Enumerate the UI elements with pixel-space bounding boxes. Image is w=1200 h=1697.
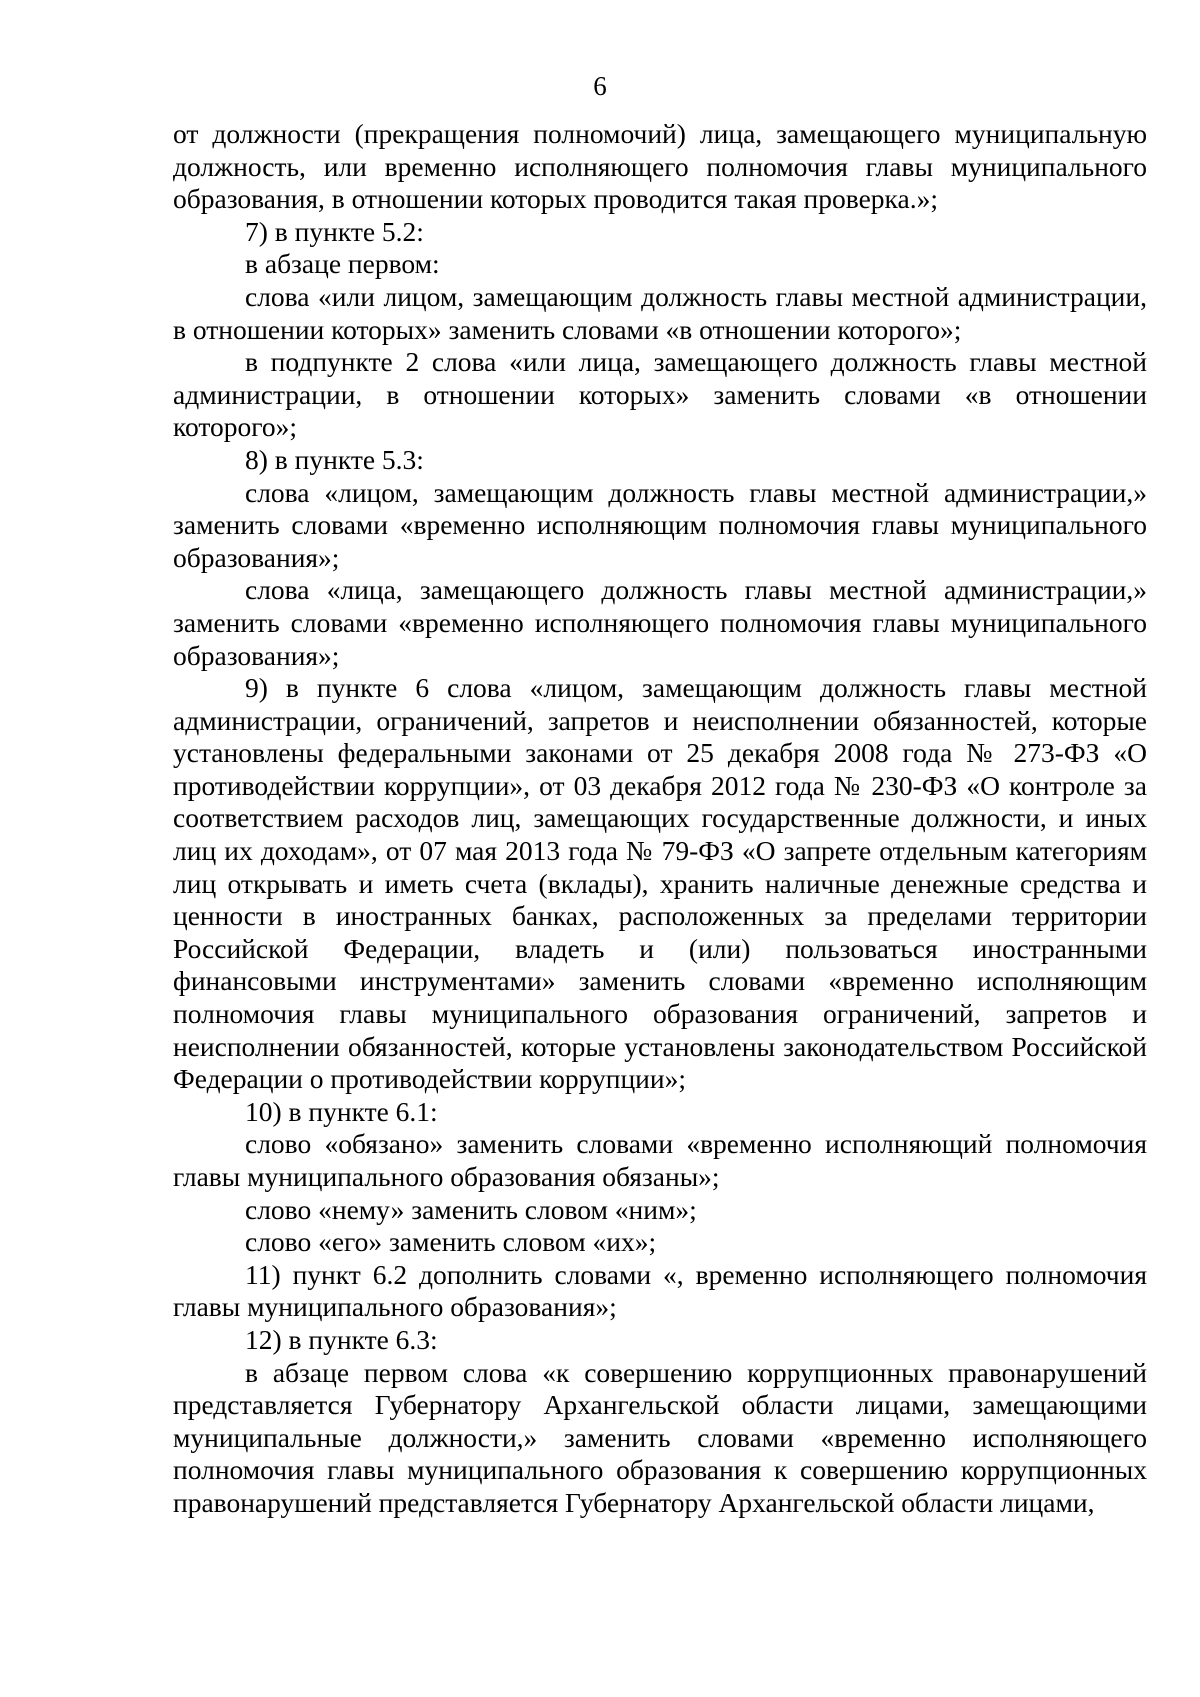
paragraph: 10) в пункте 6.1:: [245, 1095, 438, 1127]
paragraph: слово «нему» заменить словом «ним»;: [245, 1193, 697, 1225]
paragraph: слово «его» заменить словом «их»;: [245, 1226, 657, 1258]
paragraph: 8) в пункте 5.3:: [245, 443, 424, 475]
page-number: 6: [593, 71, 607, 101]
paragraph: 11) пункт 6.2 дополнить словами «, временно исполняющего полномочия главы муниципального образования»;: [173, 1258, 1147, 1323]
paragraph: 12) в пункте 6.3:: [245, 1323, 438, 1355]
paragraph: слово «обязано» заменить словами «временно исполняющий полномочия главы муниципального образования обязаны»;: [173, 1128, 1147, 1192]
paragraph: в подпункте 2 слова «или лица, замещающего должность главы местной администрации, в отношении которых» заменить словами «в отношении которого»;: [173, 346, 1147, 443]
paragraph: 9) в пункте 6 слова «лицом, замещающим должность главы местной администрации, ограничений, запретов и неисполнении обязанностей, которые установлены федеральными законами от 25 декабря 2008 года № 273-ФЗ «О противодействии коррупции», от 03 декабря 2012 года № 230-ФЗ «О контроле за соответствием расходов лиц, замещающих государственные должности, и иных лиц их доходам», от 07 мая 2013 года № 79-ФЗ «О запрете отдельным категориям лиц открывать и иметь счета (вклады), хранить наличные денежные средства и ценности в иностранных банках, расположенных за пределами территории Российской Федерации, владеть и (или) пользоваться иностранными финансовыми инструментами» заменить словами «временно исполняющим полномочия главы муниципального образования ограничений, запретов и неисполнении обязанностей, которые установлены законодательством Российской Федерации о противодействии коррупции»;: [173, 672, 1147, 1095]
paragraph: в абзаце первом слова «к совершению коррупционных правонарушений представляется Губернатору Архангельской области лицами, замещающими муниципальные должности,» заменить словами «временно исполняющего полномочия главы муниципального образования к совершению коррупционных правонарушений представляется Губернатору Архангельской области лицами,: [173, 1356, 1147, 1518]
paragraph: от должности (прекращения полномочий) лица, замещающего муниципальную должность, или временно исполняющего полномочия главы муниципального образования, в отношении которых проводится такая проверка.»;: [173, 118, 1147, 215]
paragraph: в абзаце первом:: [245, 248, 440, 280]
document-body: [173, 118, 1147, 1520]
paragraph: слова «или лицом, замещающим должность главы местной администрации, в отношении которых» заменить словами «в отношении которого»;: [173, 280, 1147, 345]
paragraph: 7) в пункте 5.2:: [245, 215, 424, 247]
paragraph: слова «лицом, замещающим должность главы местной администрации,» заменить словами «временно исполняющим полномочия главы муниципального образования»;: [173, 476, 1147, 573]
paragraph: слова «лица, замещающего должность главы местной администрации,» заменить словами «временно исполняющего полномочия главы муниципального образования»;: [173, 574, 1147, 671]
